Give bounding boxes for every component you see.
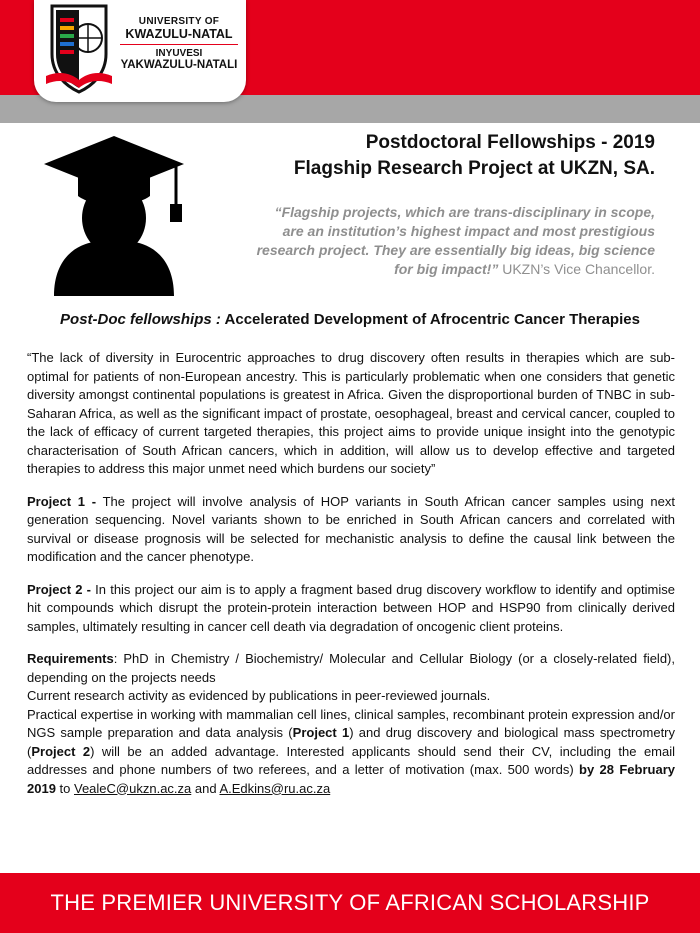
- vice-chancellor-quote: [255, 203, 655, 279]
- deadline: by 28 February 2019: [27, 762, 675, 796]
- fellowship-subtitle: [0, 311, 700, 328]
- project2-text: In this project our aim is to apply a fragment based drug discovery workflow to identify and optimise hit compounds which disrupt the protein-protein interaction between HOP and HSP90 from clinically derived samples, ultimately resulting in cancer cell death via degradation of oncogenic client proteins.: [27, 581, 675, 634]
- expertise-text-b: ) and drug discovery and biological mass spectrometry (: [27, 725, 676, 759]
- quote-text: “Flagship projects, which are trans-disciplinary in scope, are an institution’s highest impact and most prestigious research project. They are essentially big ideas, big science for big impact!”: [256, 204, 655, 277]
- requirements-text: : PhD in Chemistry / Biochemistry/ Molecular and Cellular Biology (or a closely-related field), depending on the projects needs: [27, 651, 675, 685]
- expertise-text-c: ) will be an added advantage. Interested applicants should send their CV, including the email addresses and phone numbers of two referees, and a letter of motivation (max. 500 words): [27, 743, 676, 777]
- intro-paragraph: “The lack of diversity in Eurocentric approaches to drug discovery often results in therapies which are sub-optimal for patients of non-European ancestry. This is particularly problematic when one considers that genetic diversity amongst continental populations is greatest in Africa. Given the disproportional burden of TNBC in sub-Saharan Africa, as well as the significant impact of prostate, oesophageal, breast and cervical cancer, coupled to the lack of efficacy of current targeted therapies, this project aims to provide unique insight into the genotypic characterisation of South African cancers, which in addition, will allow us to develop effective and targeted therapies to address this major unmet need which burdens our society”: [27, 350, 675, 476]
- heading-line-2: Flagship Research Project at UKZN, SA.: [293, 158, 655, 179]
- logo-line-3: INYUVESI: [155, 48, 203, 59]
- and-text: and: [191, 780, 220, 796]
- graduate-icon: [44, 136, 184, 296]
- logo-line-2: KWAZULU-NATAL: [125, 27, 233, 41]
- project2-ref: Project 2: [31, 743, 91, 759]
- email-link-veale[interactable]: VealeC@ukzn.ac.za: [74, 780, 192, 796]
- quote-source: UKZN’s Vice Chancellor.: [498, 261, 655, 277]
- heading-line-1: Postdoctoral Fellowships - 2019: [365, 132, 655, 153]
- crest-icon: [44, 4, 114, 96]
- project1-text: The project will involve analysis of HOP variants in South African cancer samples using next generation sequencing. Novel variants shown to be enriched in South African cancers and correlated with survival or disease prognosis will be selected for mechanistic analysis to define the causal link between the modification and the cancer phenotype.: [27, 493, 675, 564]
- research-activity-line: Current research activity as evidenced by publications in peer-reviewed journals.: [27, 688, 491, 703]
- body-text: [27, 349, 675, 798]
- project1-label: Project 1 -: [27, 493, 97, 509]
- to-text: to: [55, 780, 74, 796]
- page-heading: [294, 130, 655, 182]
- subtitle-italic: Post-Doc fellowships :: [60, 311, 221, 328]
- project2-label: Project 2 -: [27, 581, 91, 597]
- requirements-paragraph: [27, 650, 675, 687]
- subtitle-rest: Accelerated Development of Afrocentric Cancer Therapies: [220, 311, 640, 328]
- project1-ref: Project 1: [292, 725, 350, 740]
- project2-paragraph: [27, 581, 675, 637]
- logo-divider: [120, 44, 238, 45]
- university-logo: [34, 0, 246, 102]
- requirements-label: Requirements: [27, 651, 114, 666]
- email-link-edkins[interactable]: A.Edkins@ru.ac.za: [219, 780, 331, 796]
- logo-line-4: YAKWAZULU-NATALI: [120, 59, 238, 71]
- footer-banner: THE PREMIER UNIVERSITY OF AFRICAN SCHOLARSHIP: [0, 873, 700, 933]
- expertise-text-a: Practical expertise in working with mammalian cell lines, clinical samples, recombinant protein expression and/or NGS sample preparation and data analysis (: [27, 706, 675, 740]
- project1-paragraph: [27, 493, 675, 567]
- logo-line-1: UNIVERSITY OF: [138, 16, 220, 27]
- expertise-paragraph: [27, 706, 675, 799]
